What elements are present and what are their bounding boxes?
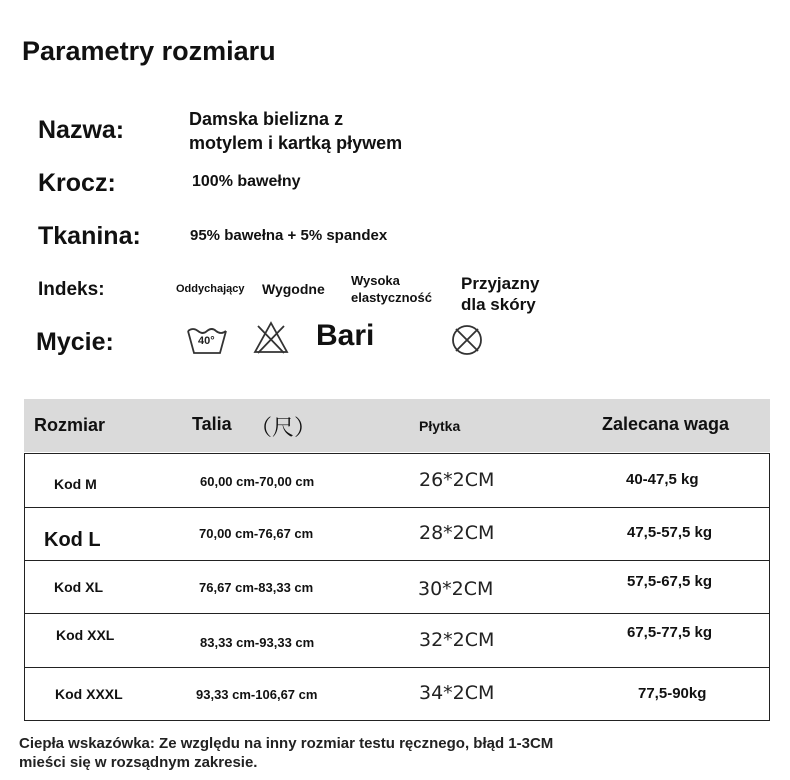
no-bleach-icon (252, 320, 290, 356)
row-divider (25, 507, 769, 508)
row-xxl-size: Kod XXL (56, 627, 115, 643)
row-l-plate: 28*2CM (419, 522, 495, 544)
fabric-value: 95% bawełna + 5% spandex (190, 227, 388, 244)
row-m-plate: 26*2CM (419, 469, 495, 491)
header-size: Rozmiar (34, 415, 106, 435)
feature-comfortable: Wygodne (262, 281, 325, 297)
row-divider (25, 667, 769, 668)
header-waist: Talia (192, 414, 232, 434)
header-plate: Płytka (419, 418, 461, 434)
wash-40-icon (186, 323, 228, 357)
page-title: Parametry rozmiaru (22, 36, 276, 66)
row-xxxl-size: Kod XXXL (55, 686, 123, 702)
row-xl-size: Kod XL (54, 579, 103, 595)
name-label: Nazwa: (38, 116, 125, 144)
header-weight: Zalecana waga (602, 414, 730, 434)
index-label: Indeks: (38, 279, 105, 300)
row-m-size: Kod M (54, 476, 97, 492)
row-xl-waist: 76,67 cm-83,33 cm (199, 580, 314, 595)
row-l-waist: 70,00 cm-76,67 cm (199, 526, 314, 541)
row-xxl-plate: 32*2CM (419, 629, 495, 651)
feature-skin-line1: Przyjazny (461, 274, 540, 293)
name-value-line2: motylem i kartką pływem (189, 133, 403, 153)
row-l-size: Kod L (44, 529, 101, 551)
tip-line1: Ciepła wskazówka: Ze względu na inny rozmiar testu ręcznego, błąd 1-3CM (19, 735, 554, 752)
row-divider (25, 560, 769, 561)
feature-elasticity-line1: Wysoka (351, 273, 400, 288)
name-value-line1: Damska bielizna z (189, 109, 344, 129)
row-xxxl-plate: 34*2CM (419, 682, 495, 704)
size-table (24, 453, 770, 721)
feature-elasticity-line2: elastyczność (351, 290, 432, 305)
table-header (24, 399, 770, 452)
row-xxxl-waist: 93,33 cm-106,67 cm (196, 687, 318, 702)
row-xl-plate: 30*2CM (418, 578, 494, 600)
row-xxl-weight: 67,5-77,5 kg (627, 624, 713, 641)
fabric-label: Tkanina: (38, 222, 141, 250)
tip-line2: mieści się w rozsądnym zakresie. (19, 754, 258, 771)
row-l-weight: 47,5-57,5 kg (627, 524, 713, 541)
row-divider (25, 613, 769, 614)
crotch-label: Krocz: (38, 169, 116, 197)
no-dry-clean-icon (449, 322, 485, 358)
row-m-weight: 40-47,5 kg (626, 471, 699, 488)
row-xl-weight: 57,5-67,5 kg (627, 573, 713, 590)
feature-breathable: Oddychający (176, 283, 245, 295)
header-waist-unit: （尺） (250, 416, 317, 441)
row-m-waist: 60,00 cm-70,00 cm (200, 474, 315, 489)
wash-label: Mycie: (36, 328, 114, 356)
row-xxxl-weight: 77,5-90kg (638, 685, 707, 702)
wash-temp: 40° (198, 335, 215, 347)
feature-skin-line2: dla skóry (461, 295, 536, 314)
row-xxl-waist: 83,33 cm-93,33 cm (200, 635, 315, 650)
crotch-value: 100% bawełny (192, 173, 301, 190)
wash-text: Bari (316, 319, 375, 352)
